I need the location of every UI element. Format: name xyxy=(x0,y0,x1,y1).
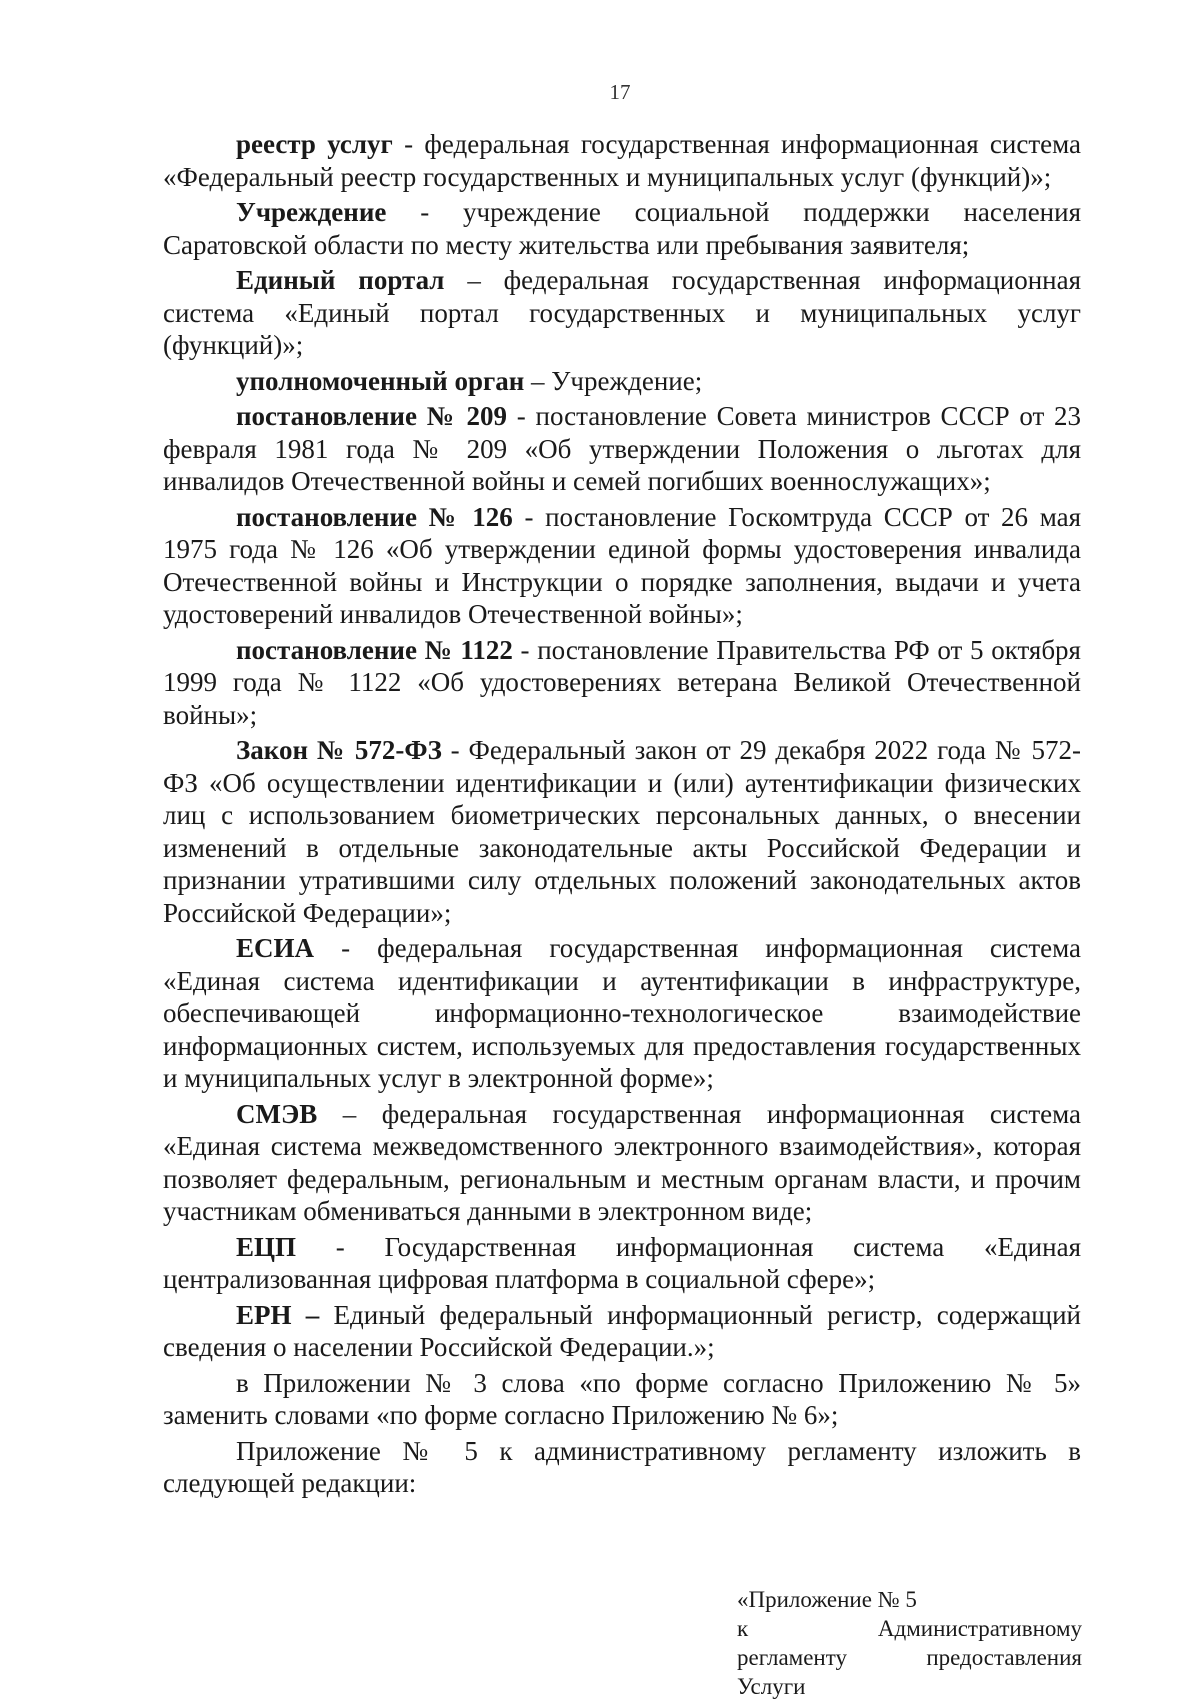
definition-text: - Федеральный закон от 29 декабря 2022 года № 572-ФЗ «Об осуществлении идентификации и (или) аутентификации физических лиц с использованием биометрических персональных данных, о внесении изменений в отдельные законодательные акты Российской Федерации и признании утратившими силу отдельных положений законодательных актов Российской Федерации»; xyxy=(163,735,1081,928)
definition-term: Учреждение xyxy=(236,197,387,227)
instruction-appendix-5: Приложение № 5 к административному регламенту изложить в следующей редакции: xyxy=(163,1435,1081,1498)
definition-esia xyxy=(163,932,1081,1095)
definition-term: постановление № 1122 xyxy=(236,634,513,665)
definition-upolnomochennyi-organ xyxy=(163,365,1081,398)
definition-text: - Государственная информационная система «Единая централизованная цифровая платформа в социальной сфере»; xyxy=(163,1231,1081,1294)
appendix-line-4: Услуги xyxy=(737,1674,806,1699)
appendix-word: предоставления xyxy=(926,1645,1082,1670)
definition-term: СМЭВ xyxy=(236,1098,318,1129)
definition-term: постановление № 126 xyxy=(236,501,513,532)
definition-text: - постановление Совета министров СССР от 23 февраля 1981 года № 209 «Об утверждении Положения о льготах для инвалидов Отечественной войны и семей погибших военнослужащих»; xyxy=(163,401,1082,496)
definition-text: Единый федеральный информационный регистр, содержащий сведения о населении Российской Федерации.»; xyxy=(163,1299,1081,1362)
definition-text: - постановление Госкомтруда СССР от 26 мая 1975 года № 126 «Об утверждении единой формы удостоверения инвалида Отечественной войны и Инструкции о порядке заполнения, выдачи и учета удостоверений инвалидов Отечественной войны»; xyxy=(163,501,1081,629)
definition-term: постановление № 209 xyxy=(236,401,508,431)
definition-ern xyxy=(163,1299,1081,1364)
definition-postanovlenie-126 xyxy=(163,501,1081,631)
page-number: 17 xyxy=(609,80,631,104)
definition-term: ЕЦП xyxy=(236,1231,297,1262)
definition-postanovlenie-209 xyxy=(163,400,1081,498)
definition-term: Закон № 572-ФЗ xyxy=(236,735,442,765)
definition-text: - федеральная государственная информационная система «Федеральный реестр государственных и муниципальных услуг (функций)»; xyxy=(163,129,1082,192)
definition-text: – федеральная государственная информационная система «Единый портал государственных и муниципальных услуг (функций)»; xyxy=(163,265,1081,360)
definition-ecp xyxy=(163,1231,1081,1296)
appendix-line-2 xyxy=(737,1614,1082,1643)
definition-text: - федеральная государственная информационная система «Единая система идентификации и аутентификации в инфраструктуре, обеспечивающей информационно-технологическое взаимодействие информационных систем, используемых для предоставления государственных и муниципальных услуг в электронной форме»; xyxy=(163,933,1081,1093)
appendix-word: регламенту xyxy=(737,1645,847,1670)
definition-reestr-uslug xyxy=(163,128,1081,193)
definition-uchrezhdenie xyxy=(163,196,1081,261)
definition-text: - учреждение социальной поддержки населения Саратовской области по месту жительства или пребывания заявителя; xyxy=(163,197,1081,260)
definition-term: ЕСИА xyxy=(236,933,315,963)
definition-term: Единый портал xyxy=(236,265,445,295)
appendix-line-3 xyxy=(737,1643,1082,1672)
definition-term: уполномоченный орган xyxy=(236,365,525,396)
appendix-word: Административному xyxy=(877,1616,1082,1641)
definition-zakon-572-fz xyxy=(163,734,1081,929)
appendix-title: «Приложение № 5 xyxy=(737,1587,917,1612)
appendix-word: к xyxy=(737,1616,749,1641)
document-body xyxy=(163,128,1081,1503)
definition-text: – федеральная государственная информационная система «Единая система межведомственного электронного взаимодействия», которая позволяет федеральным, региональным и местным органам власти, и прочим участникам обмениваться данными в электронном виде; xyxy=(163,1098,1081,1226)
definition-text: - постановление Правительства РФ от 5 октября 1999 года № 1122 «Об удостоверениях ветерана Великой Отечественной войны»; xyxy=(163,634,1081,730)
definition-term: реестр услуг xyxy=(236,129,393,159)
definition-postanovlenie-1122 xyxy=(163,634,1081,732)
definition-text: – Учреждение; xyxy=(524,365,703,396)
definition-term: ЕРН – xyxy=(236,1299,320,1330)
appendix-header xyxy=(737,1585,1082,1701)
instruction-appendix-3: в Приложении № 3 слова «по форме согласно Приложению № 5» заменить словами «по форме согласно Приложению № 6»; xyxy=(163,1367,1081,1430)
definition-edinyi-portal xyxy=(163,264,1081,362)
definition-smev xyxy=(163,1098,1081,1228)
